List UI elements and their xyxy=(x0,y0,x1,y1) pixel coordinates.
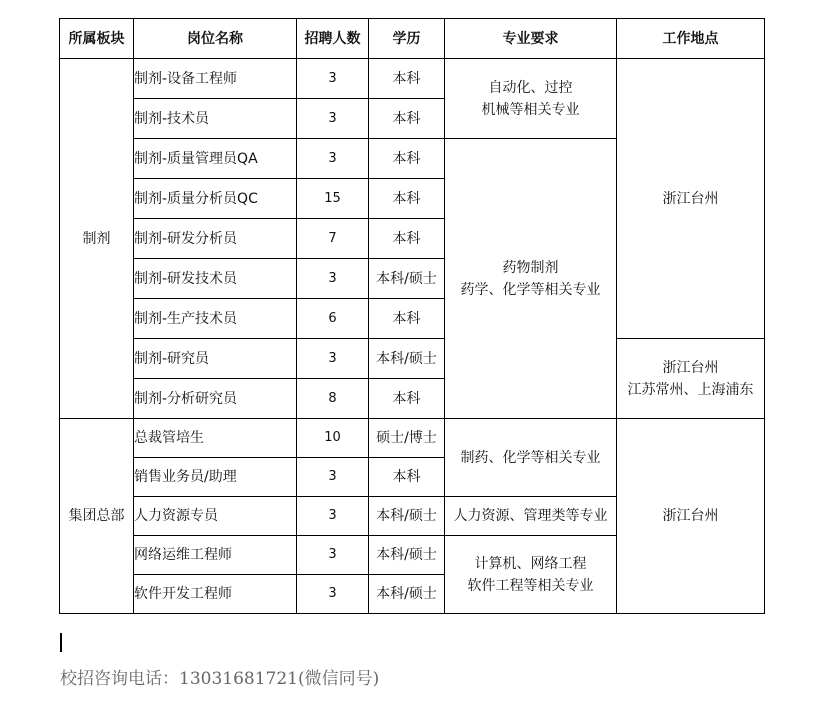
major-line: 机械等相关专业 xyxy=(481,101,580,118)
location-line: 浙江台州 xyxy=(662,508,719,524)
degree-cell: 本科 xyxy=(369,299,445,339)
position-cell: 制剂-质量分析员QC xyxy=(134,179,297,219)
position-cell: 制剂-技术员 xyxy=(134,99,297,139)
header-location: 工作地点 xyxy=(617,19,765,59)
header-position: 岗位名称 xyxy=(134,19,297,59)
position-cell: 制剂-设备工程师 xyxy=(134,59,297,99)
position-cell: 制剂-质量管理员QA xyxy=(134,139,297,179)
degree-cell: 本科 xyxy=(369,139,445,179)
position-cell: 人力资源专员 xyxy=(134,497,297,536)
location-line: 浙江台州 xyxy=(662,359,719,376)
division-cell: 制剂 xyxy=(60,59,134,419)
degree-cell: 本科 xyxy=(369,379,445,419)
location-cell xyxy=(617,339,765,419)
count-cell: 10 xyxy=(297,419,369,458)
position-cell: 制剂-生产技术员 xyxy=(134,299,297,339)
position-cell: 制剂-研究员 xyxy=(134,339,297,379)
position-cell: 软件开发工程师 xyxy=(134,575,297,614)
major-cell xyxy=(445,419,617,497)
major-cell xyxy=(445,536,617,614)
position-cell: 制剂-分析研究员 xyxy=(134,379,297,419)
header-degree: 学历 xyxy=(369,19,445,59)
major-line: 计算机、网络工程 xyxy=(474,555,587,572)
count-cell: 8 xyxy=(297,379,369,419)
count-cell: 15 xyxy=(297,179,369,219)
major-line: 自动化、过控 xyxy=(488,79,573,96)
degree-cell: 硕士/博士 xyxy=(369,419,445,458)
location-line: 浙江台州 xyxy=(662,190,719,207)
count-cell: 3 xyxy=(297,458,369,497)
degree-cell: 本科/硕士 xyxy=(369,575,445,614)
major-cell xyxy=(445,497,617,536)
major-line: 软件工程等相关专业 xyxy=(467,577,594,594)
count-cell: 3 xyxy=(297,139,369,179)
position-cell: 制剂-研发分析员 xyxy=(134,219,297,259)
table-row xyxy=(60,59,765,99)
position-cell: 销售业务员/助理 xyxy=(134,458,297,497)
degree-cell: 本科 xyxy=(369,59,445,99)
location-line: 江苏常州、上海浦东 xyxy=(627,381,754,398)
major-cell xyxy=(445,59,617,139)
recruitment-table xyxy=(59,18,765,614)
header-count: 招聘人数 xyxy=(297,19,369,59)
degree-cell: 本科 xyxy=(369,99,445,139)
degree-cell: 本科 xyxy=(369,179,445,219)
count-cell: 3 xyxy=(297,259,369,299)
count-cell: 6 xyxy=(297,299,369,339)
major-line: 药学、化学等相关专业 xyxy=(460,281,601,298)
position-cell: 总裁管培生 xyxy=(134,419,297,458)
text-cursor xyxy=(60,633,62,652)
count-cell: 3 xyxy=(297,497,369,536)
header-division: 所属板块 xyxy=(60,19,134,59)
location-cell xyxy=(617,419,765,614)
table-row xyxy=(60,419,765,458)
table-row xyxy=(60,339,765,379)
degree-cell: 本科/硕士 xyxy=(369,536,445,575)
major-line: 药物制剂 xyxy=(502,259,559,276)
count-cell: 3 xyxy=(297,536,369,575)
major-cell xyxy=(445,139,617,419)
degree-cell: 本科 xyxy=(369,219,445,259)
count-cell: 3 xyxy=(297,99,369,139)
table-header-row xyxy=(60,19,765,59)
major-line: 人力资源、管理类等专业 xyxy=(453,508,608,524)
division-cell: 集团总部 xyxy=(60,419,134,614)
location-cell xyxy=(617,59,765,339)
count-cell: 3 xyxy=(297,575,369,614)
degree-cell: 本科/硕士 xyxy=(369,497,445,536)
count-cell: 3 xyxy=(297,59,369,99)
major-line: 制药、化学等相关专业 xyxy=(460,449,601,466)
count-cell: 7 xyxy=(297,219,369,259)
count-cell: 3 xyxy=(297,339,369,379)
position-cell: 网络运维工程师 xyxy=(134,536,297,575)
degree-cell: 本科 xyxy=(369,458,445,497)
position-cell: 制剂-研发技术员 xyxy=(134,259,297,299)
degree-cell: 本科/硕士 xyxy=(369,339,445,379)
degree-cell: 本科/硕士 xyxy=(369,259,445,299)
header-major: 专业要求 xyxy=(445,19,617,59)
hotline-text: 校招咨询电话：13031681721(微信同号) xyxy=(60,669,380,689)
